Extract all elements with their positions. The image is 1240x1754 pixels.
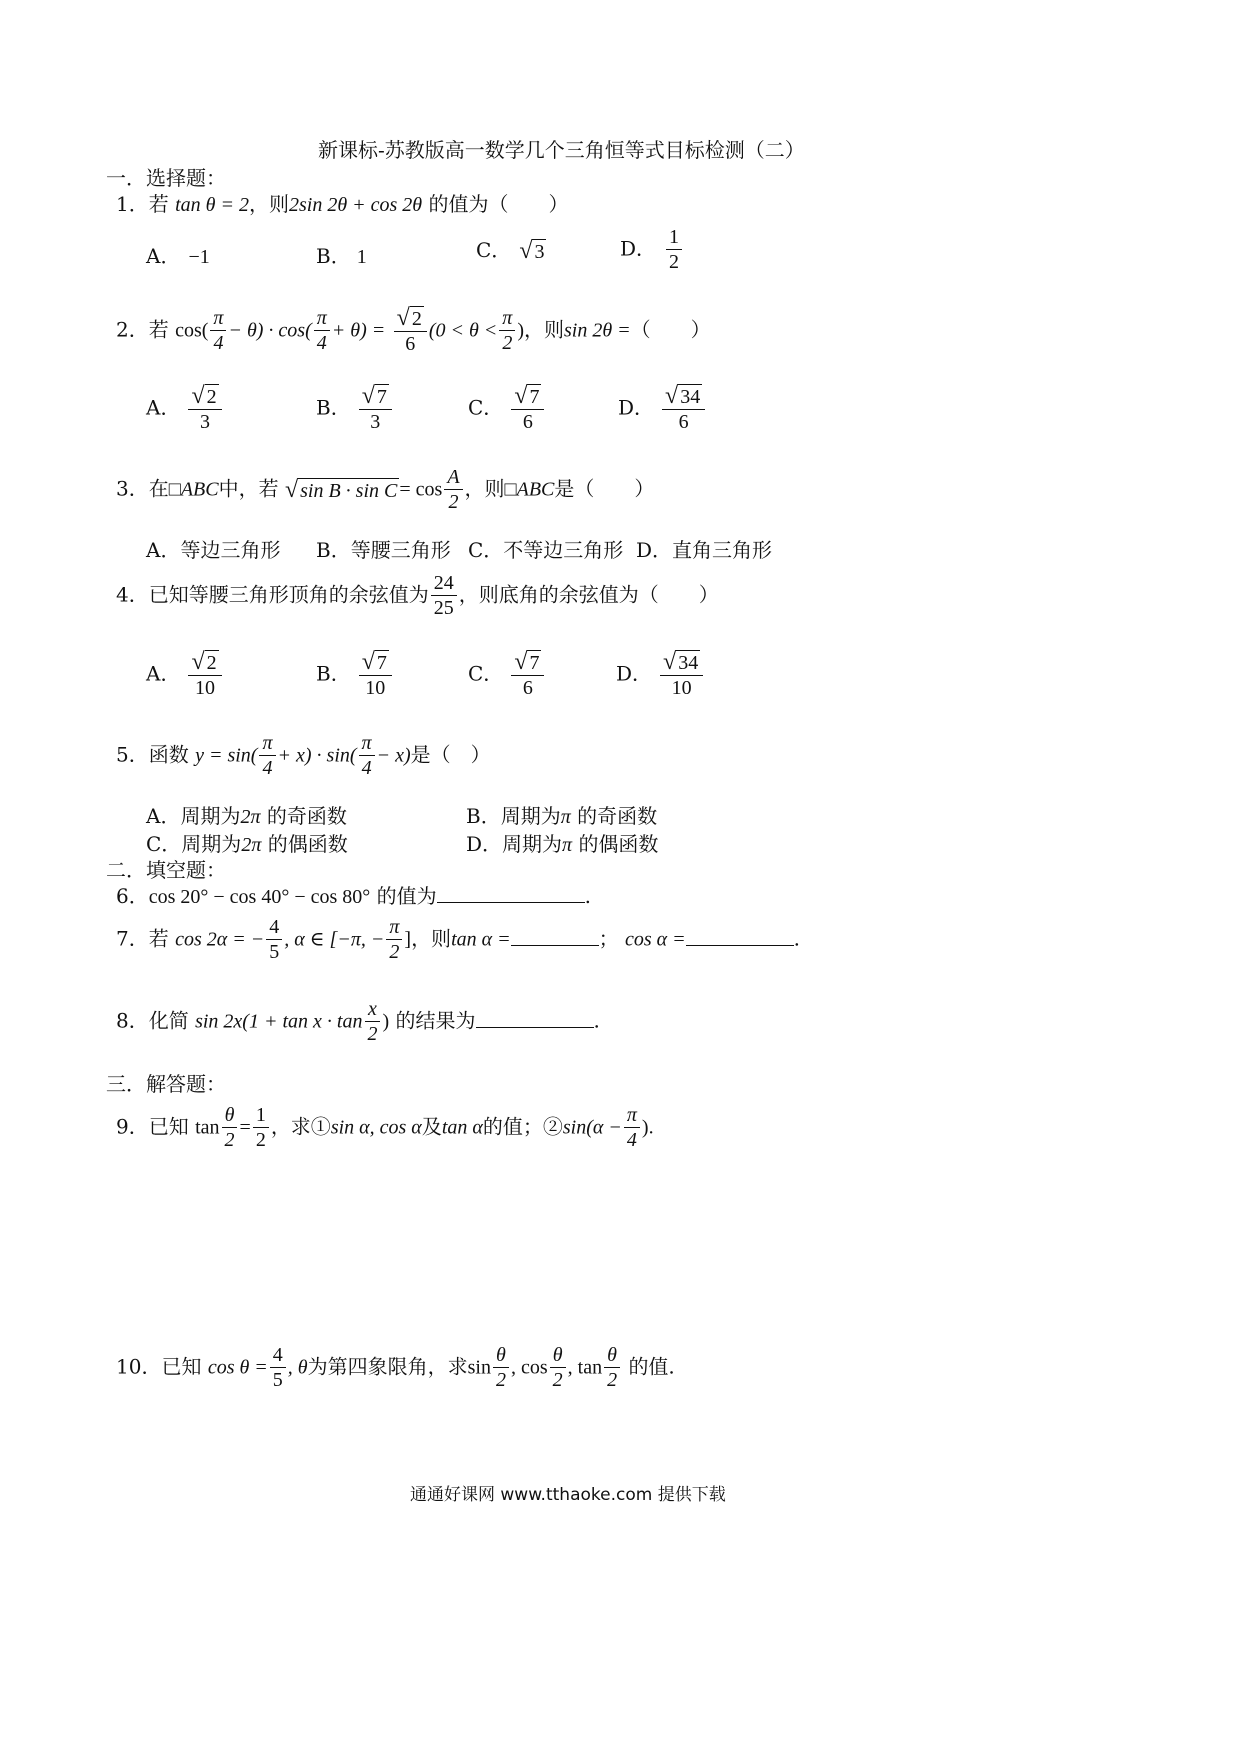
- q1-expr-a: tan θ = 2: [175, 194, 249, 216]
- question-8: 8．化简 sin 2x(1 + tan x · tan $\frac{x}{2}$ ) 的结果为 .: [116, 998, 600, 1045]
- q5-option-b: B．周期为π 的奇函数: [466, 804, 658, 828]
- q2-option-a: A． √ 2 3: [146, 384, 224, 434]
- q3-option-a: A．等边三角形: [146, 538, 281, 562]
- q1-option-d: D． $\frac{1}{2}$: [620, 226, 684, 274]
- q1-option-a: A． −1: [146, 244, 210, 268]
- q5-option-a: A．周期为2π 的奇函数: [146, 804, 347, 828]
- q7-tan-blank[interactable]: [511, 927, 599, 946]
- section-heading-choice: 一．选择题：: [106, 166, 226, 190]
- q4-option-d: D． √ 34 10: [616, 650, 705, 700]
- page-footer: 通通好课网 www.tthaoke.com 提供下载: [410, 1485, 726, 1505]
- question-2: 2．若 cos( $\frac{\pi}{4}$ − θ) · cos( $\frac{\pi}{4}$ + θ) = √ 2 6 (0 < θ < $\frac{\pi}{2}$ )，则sin 2θ =（ ）: [116, 305, 711, 355]
- q6-answer-blank[interactable]: [437, 884, 585, 903]
- question-7: 7．若 cos 2α = − $\frac{4}{5}$ , α ∈ [−π, − $\frac{\pi}{2}$ ]，则tan α = ； cos α = .: [116, 916, 800, 963]
- q4-option-b: B． √ 7 10: [316, 650, 394, 700]
- page-title: 新课标-苏教版高一数学几个三角恒等式目标检测（二）: [318, 138, 805, 162]
- question-6: 6．cos 20° − cos 40° − cos 80° 的值为 .: [116, 884, 591, 908]
- q2-option-b: B． √ 7 3: [316, 384, 394, 434]
- q1-option-b: B． 1: [316, 244, 367, 268]
- section-heading-answer: 三．解答题：: [106, 1072, 226, 1096]
- q5-option-d: D．周期为π 的偶函数: [466, 832, 659, 856]
- question-5: 5．函数 y = sin( $\frac{\pi}{4}$ + x) · sin( $\frac{\pi}{4}$ − x)是（ ）: [116, 732, 491, 779]
- q1-option-c: C． √ 3: [476, 238, 545, 264]
- q1-expr-b: 2sin 2θ + cos 2θ: [288, 194, 423, 216]
- question-9: 9．已知 tan $\frac{\theta}{2}$ = $\frac{1}{2}$ ，求①sin α, cos α及tan α的值；②sin(α − $\frac{\pi}{4}$ ).: [116, 1104, 654, 1151]
- q5-option-c: C．周期为2π 的偶函数: [146, 832, 348, 856]
- question-1: 1．若 tan θ = 2，则2sin 2θ + cos 2θ 的值为（ ）: [116, 192, 569, 216]
- question-3: 3．在□ABC中，若 √ sin B · sin C = cos $\frac{A}{2}$ ，则□ABC是（ ）: [116, 466, 655, 513]
- question-10: 10．已知 cos θ = $\frac{4}{5}$ , θ为第四象限角，求sin $\frac{\theta}{2}$ , cos $\frac{\theta}{2}$ , tan $\frac{\theta}{2}$ 的值.: [116, 1344, 675, 1391]
- q3-option-b: B．等腰三角形: [316, 538, 451, 562]
- q2-option-d: D． √ 34 6: [618, 384, 707, 434]
- q2-option-c: C． √ 7 6: [468, 384, 546, 434]
- q4-option-a: A． √ 2 10: [146, 650, 224, 700]
- q3-option-d: D．直角三角形: [636, 538, 773, 562]
- question-4: 4．已知等腰三角形顶角的余弦值为 $\frac{24}{25}$ ，则底角的余弦值为（ ）: [116, 572, 719, 619]
- q4-option-c: C． √ 7 6: [468, 650, 546, 700]
- section-heading-fill: 二．填空题：: [106, 858, 226, 882]
- q7-cos-blank[interactable]: [686, 927, 794, 946]
- q8-answer-blank[interactable]: [476, 1009, 594, 1028]
- q3-option-c: C．不等边三角形: [468, 538, 624, 562]
